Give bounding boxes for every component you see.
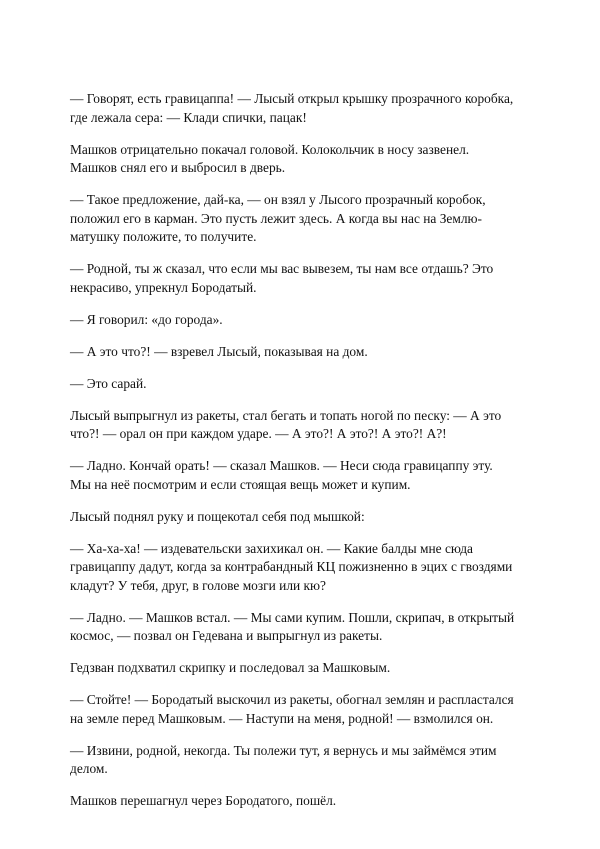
text-line: гравицаппу дадут, когда за контрабандный КЦ пожизненно в эцих с гвоздями [70,559,513,574]
paragraph [70,659,532,678]
text-line: — Родной, ты ж сказал, что если мы вас вывезем, ты нам все отдашь? Это [70,261,494,276]
text-line: — Стойте! — Бородатый выскочил из ракеты, обогнал землян и распластался [70,692,514,707]
paragraph [70,540,532,596]
paragraph [70,691,532,728]
paragraph [70,191,532,247]
paragraph [70,260,532,297]
text-body [70,90,532,824]
text-line: что?! — орал он при каждом ударе. — А это?! А это?! А это?! А?! [70,426,447,441]
text-line: матушку положите, то получите. [70,229,257,244]
paragraph [70,375,532,394]
text-line: — Ладно. Кончай орать! — сказал Машков. — Неси сюда гравицаппу эту. [70,458,493,473]
text-line: — Это сарай. [70,375,147,391]
paragraph [70,792,532,811]
text-line: — Извини, родной, некогда. Ты полежи тут, я вернусь и мы займёмся этим [70,742,497,758]
text-line: — Я говорил: «до города». [70,311,223,327]
text-line: Лысый поднял руку и пощекотал себя под мышкой: [70,508,365,524]
text-line: — Такое предложение, дай-ка, — он взял у Лысого прозрачный коробок, [70,192,486,207]
paragraph [70,742,532,779]
paragraph [70,311,532,330]
paragraph [70,407,532,444]
text-line: — Говорят, есть гравицаппа! — Лысый открыл крышку прозрачного коробка, [70,91,514,106]
text-line: — Ха-ха-ха! — издевательски захихикал он. — Какие балды мне сюда [70,540,473,556]
text-line: на земле перед Машковым. — Наступи на меня, родной! — взмолился он. [70,710,494,726]
text-line: делом. [70,761,108,776]
text-line: Мы на неё посмотрим и если стоящая вещь может и купим. [70,476,411,492]
paragraph [70,508,532,527]
text-line: положил его в карман. Это пусть лежит здесь. А когда вы нас на Землю- [70,210,482,226]
text-line: Машков отрицательно покачал головой. Колокольчик в носу зазвенел. [70,141,470,157]
paragraph [70,457,532,494]
text-line: — Ладно. — Машков встал. — Мы сами купим. Пошли, скрипач, в открытый [70,609,515,625]
text-line: кладут? У тебя, друг, в голове мозги или кю? [70,577,326,593]
paragraph [70,90,532,127]
paragraph [70,141,532,178]
text-line: космос, — позвал он Гедевана и выпрыгнул из ракеты. [70,628,383,643]
text-line: Машков снял его и выбросил в дверь. [70,160,286,175]
text-line: где лежала сера: — Клади спички, пацак! [70,109,307,125]
text-line: некрасиво, упрекнул Бородатый. [70,279,257,295]
paragraph [70,609,532,646]
text-line: Машков перешагнул через Бородатого, пошёл. [70,793,337,808]
paragraph [70,343,532,362]
text-line: Лысый выпрыгнул из ракеты, стал бегать и топать ногой по песку: — А это [70,407,502,423]
text-line: Гедзван подхватил скрипку и последовал за Машковым. [70,660,391,675]
text-line: — А это что?! — взревел Лысый, показывая на дом. [70,343,368,359]
